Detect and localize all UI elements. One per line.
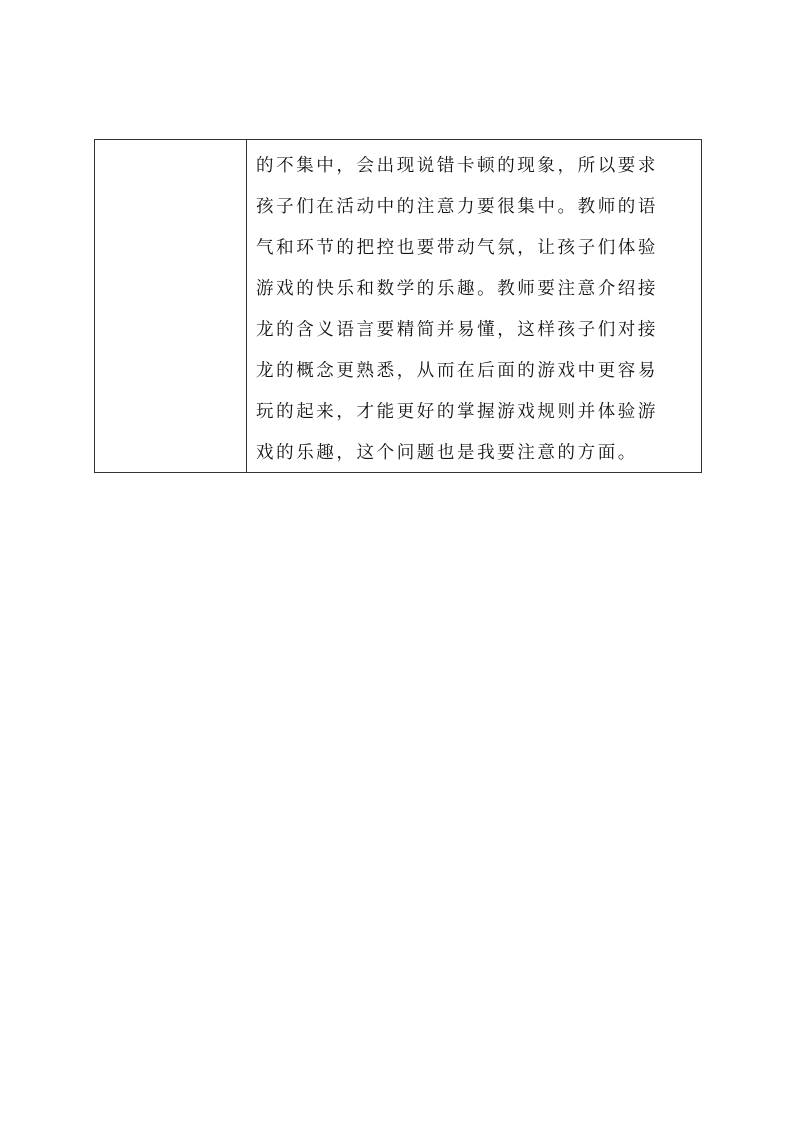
paragraph-line: 龙的概念更熟悉，从而在后面的游戏中更容易 [256, 361, 658, 381]
paragraph-line: 龙的含义语言要精简并易懂，这样孩子们对接 [256, 320, 658, 340]
paragraph-line: 孩子们在活动中的注意力要很集中。教师的语 [256, 197, 658, 217]
table-right-cell [247, 140, 701, 472]
content-table [94, 139, 702, 473]
paragraph-line: 戏的乐趣，这个问题也是我要注意的方面。 [256, 443, 638, 463]
paragraph-line: 的不集中，会出现说错卡顿的现象，所以要求 [256, 156, 658, 176]
paragraph-line: 气和环节的把控也要带动气氛，让孩子们体验 [256, 238, 658, 258]
paragraph-line: 玩的起来，才能更好的掌握游戏规则并体验游 [256, 402, 658, 422]
paragraph-line: 游戏的快乐和数学的乐趣。教师要注意介绍接 [256, 279, 658, 299]
table-left-cell [95, 140, 247, 472]
